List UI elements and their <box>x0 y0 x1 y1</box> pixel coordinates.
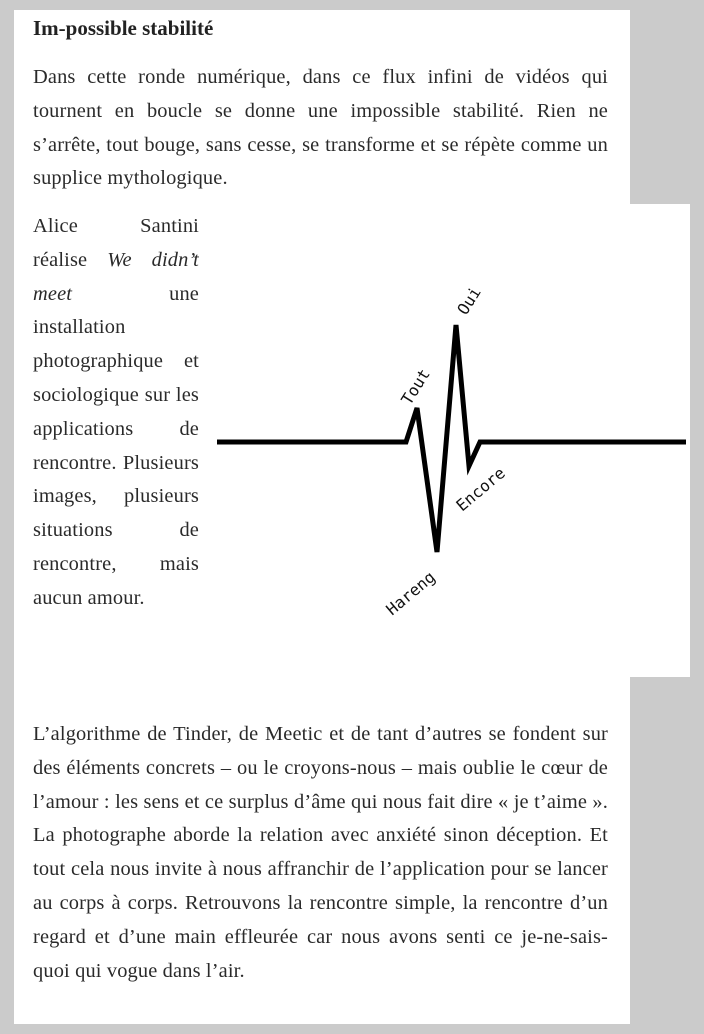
label-tout: Tout <box>397 365 434 409</box>
paragraph-santini-rest: une installation photographique et sociologique sur les applications de rencontre. Plusieurs images, plusieurs situations de rencontre, mais aucun amour. <box>33 282 199 609</box>
heartbeat-svg <box>199 204 690 677</box>
work-title: We didn’t meet <box>33 248 199 305</box>
heartbeat-line <box>217 325 686 552</box>
paragraph-santini-lead: Alice Santini réalise <box>33 215 199 271</box>
heartbeat-illustration <box>199 204 690 677</box>
article-title: Im-possible stabilité <box>33 16 214 40</box>
label-oui: Oui <box>453 283 485 319</box>
paragraph-intro: Dans cette ronde numérique, dans ce flux infini de vidéos qui tournent en boucle se donne une impossible stabilité. Rien ne s’arrête, tout bouge, sans cesse, se transforme et se répète comme un supplice mythologique. <box>33 66 608 190</box>
label-hareng: Hareng <box>382 567 439 620</box>
paragraph-santini <box>33 210 199 616</box>
label-encore: Encore <box>452 463 509 516</box>
paragraph-algorithm: L’algorithme de Tinder, de Meetic et de tant d’autres se fondent sur des éléments concrets – ou le croyons-nous – mais oublie le cœur de l’amour : les sens et ce surplus d’âme qui nous fait dire « je t’aime ». La photographe aborde la relation avec anxiété sinon déception. Et tout cela nous invite à nous affranchir de l’application pour se lancer au corps à corps. Retrouvons la rencontre simple, la rencontre d’un regard et d’une main effleurée car nous avons senti ce je-ne-sais-quoi qui vogue dans l’air. <box>33 723 608 982</box>
